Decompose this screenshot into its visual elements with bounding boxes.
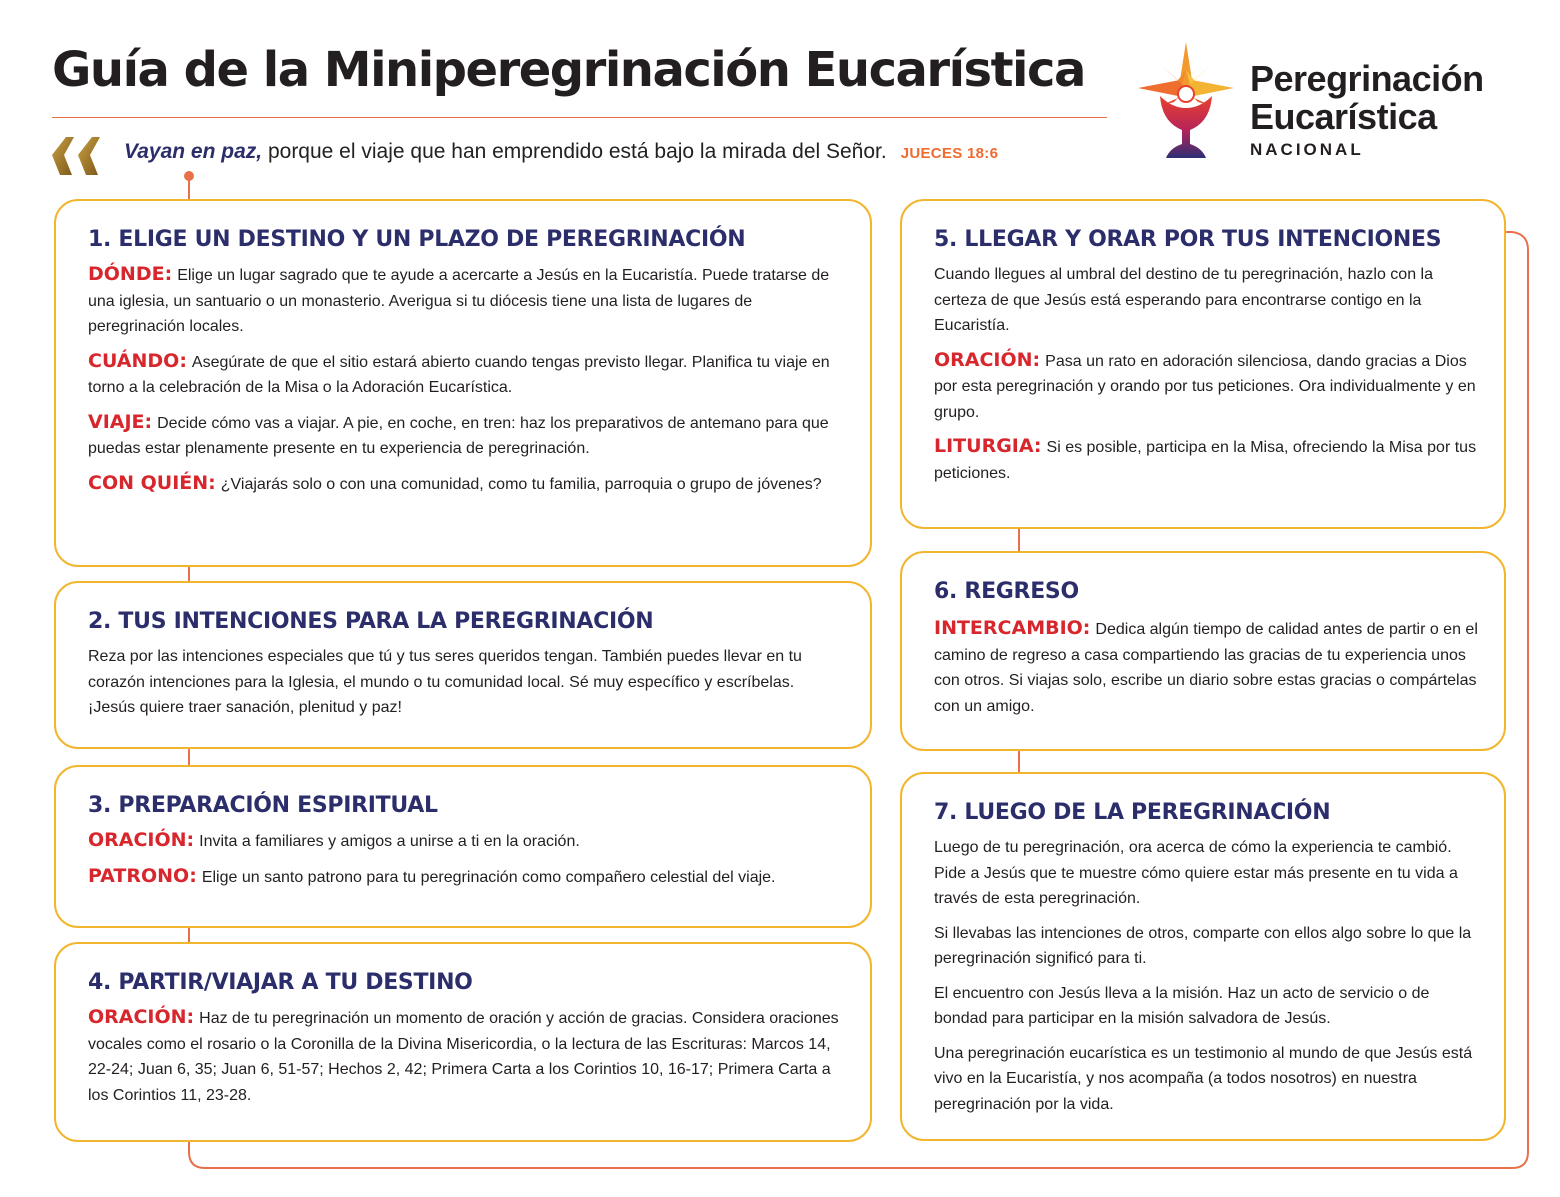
quote-reference: JUECES 18:6 [900,145,999,162]
step-item-exchange [934,616,1478,719]
quote-emphasis: Vayan en paz, [124,140,263,163]
step-item-prayer [88,828,840,855]
step-item-prayer [934,348,1478,426]
item-label: INTERCAMBIO: [934,617,1091,639]
step-paragraph: Una peregrinación eucarística es un testimonio al mundo de que Jesús está vivo en la Eucaristía, y nos acompaña (a todos nosotros) en nuestra peregrinación por la vida. [934,1044,1473,1113]
step-paragraph: Si llevabas las intenciones de otros, comparte con ellos algo sobre lo que la peregrinación significó para ti. [934,924,1472,967]
step-item-prayer [88,1005,840,1108]
quote-text: porque el viaje que han emprendido está bajo la mirada del Señor. [262,140,887,163]
step-heading: 5. LLEGAR Y ORAR POR TUS INTENCIONES [934,227,1442,252]
item-text: Elige un lugar sagrado que te ayude a acercarte a Jesús en la Eucaristía. Puede tratarse de una iglesia, un santuario o un monasterio. Averigua si tu diócesis tiene una lista de lugares de peregrinación locales. [88,267,830,335]
step-item-patron [88,864,840,891]
step-card-6 [900,551,1506,751]
step-item-travel [88,410,840,462]
item-label: ORACIÓN: [88,1006,195,1028]
step-paragraph: Cuando llegues al umbral del destino de tu peregrinación, hazlo con la certeza de que Jesús está esperando para encontrarse contigo en la Eucaristía. [934,266,1433,334]
step-paragraph: Reza por las intenciones especiales que tú y tus seres queridos tengan. También puedes llevar en tu corazón intenciones para la Iglesia, el mundo o tu comunidad local. Sé muy específico y escríbelas. ¡Jesús quiere traer sanación, plenitud y paz! [88,648,802,716]
step-heading: 6. REGRESO [934,579,1079,604]
step-card-7 [900,772,1506,1141]
logo-text-line3: NACIONAL [1250,140,1364,159]
page-title: Guía de la Miniperegrinación Eucarística [52,42,1085,98]
item-text: Haz de tu peregrinación un momento de oración y acción de gracias. Considera oraciones vocales como el rosario o la Coronilla de la Divina Misericordia, o la lectura de las Escrituras: Marcos 14, 22-24; Juan 6, 35; Juan 6, 51-57; Hechos 2, 42; Primera Carta a los Corintios 10, 16-17; Primera Carta a los Corintios 11, 23-28. [88,1010,839,1104]
item-text: Pasa un rato en adoración silenciosa, dando gracias a Dios por esta peregrinación y orando por tus peticiones. Ora individualmente y en grupo. [934,352,1476,421]
item-text: Dedica algún tiempo de calidad antes de partir o en el camino de regreso a casa compartiendo las gracias de tu experiencia unos con otros. Si viajas solo, escribe un diario sobre estas gracias o compártelas con un amigo. [934,621,1478,715]
step-card-3 [54,765,872,928]
step-item-where [88,262,840,340]
item-text: Invita a familiares y amigos a unirse a ti en la oración. [199,833,580,850]
item-label: CON QUIÉN: [88,471,216,494]
item-text: Si es posible, participa en la Misa, ofreciendo la Misa por tus peticiones. [934,439,1477,482]
step-item-when [88,349,840,401]
step-heading: 4. PARTIR/VIAJAR A TU DESTINO [88,970,473,995]
logo-text-line1: Peregrinación [1250,58,1484,99]
step-paragraph: Luego de tu peregrinación, ora acerca de cómo la experiencia te cambió. Pide a Jesús que te muestre cómo quiere estar más presente en tu vida a través de esta peregrinación. [934,839,1458,907]
step-card-5 [900,199,1506,529]
step-paragraph: El encuentro con Jesús lleva a la misión. Haz un acto de servicio o de bondad para participar en la misión salvadora de Jesús. [934,984,1430,1027]
item-label: ORACIÓN: [88,829,195,851]
item-label: ORACIÓN: [934,348,1041,371]
step-card-2 [54,581,872,749]
item-label: PATRONO: [88,864,197,887]
step-item-liturgy [934,434,1478,486]
step-heading: 1. ELIGE UN DESTINO Y UN PLAZO DE PEREGRINACIÓN [88,227,746,252]
step-item-with-whom [88,471,840,498]
item-label: CUÁNDO: [88,349,187,372]
step-heading: 7. LUEGO DE LA PEREGRINACIÓN [934,800,1331,825]
item-text: Decide cómo vas a viajar. A pie, en coche, en tren: haz los preparativos de antemano para que puedas estar plenamente presente en tu experiencia de peregrinación. [88,414,829,457]
item-label: VIAJE: [88,410,153,433]
step-heading: 2. TUS INTENCIONES PARA LA PEREGRINACIÓN [88,609,654,634]
step-card-4 [54,942,872,1142]
item-text: Elige un santo patrono para tu peregrinación como compañero celestial del viaje. [201,868,776,886]
item-label: LITURGIA: [934,435,1042,457]
step-heading: 3. PREPARACIÓN ESPIRITUAL [88,793,438,818]
item-text: ¿Viajarás solo o con una comunidad, como tu familia, parroquia o grupo de jóvenes? [220,475,822,493]
item-label: DÓNDE: [88,263,173,285]
logo-text-line2: Eucarística [1250,96,1437,137]
step-card-1 [54,199,872,567]
item-text: Asegúrate de que el sitio estará abierto cuando tengas previsto llegar. Planifica tu viaje en torno a la celebración de la Misa o la Adoración Eucarística. [88,353,830,396]
